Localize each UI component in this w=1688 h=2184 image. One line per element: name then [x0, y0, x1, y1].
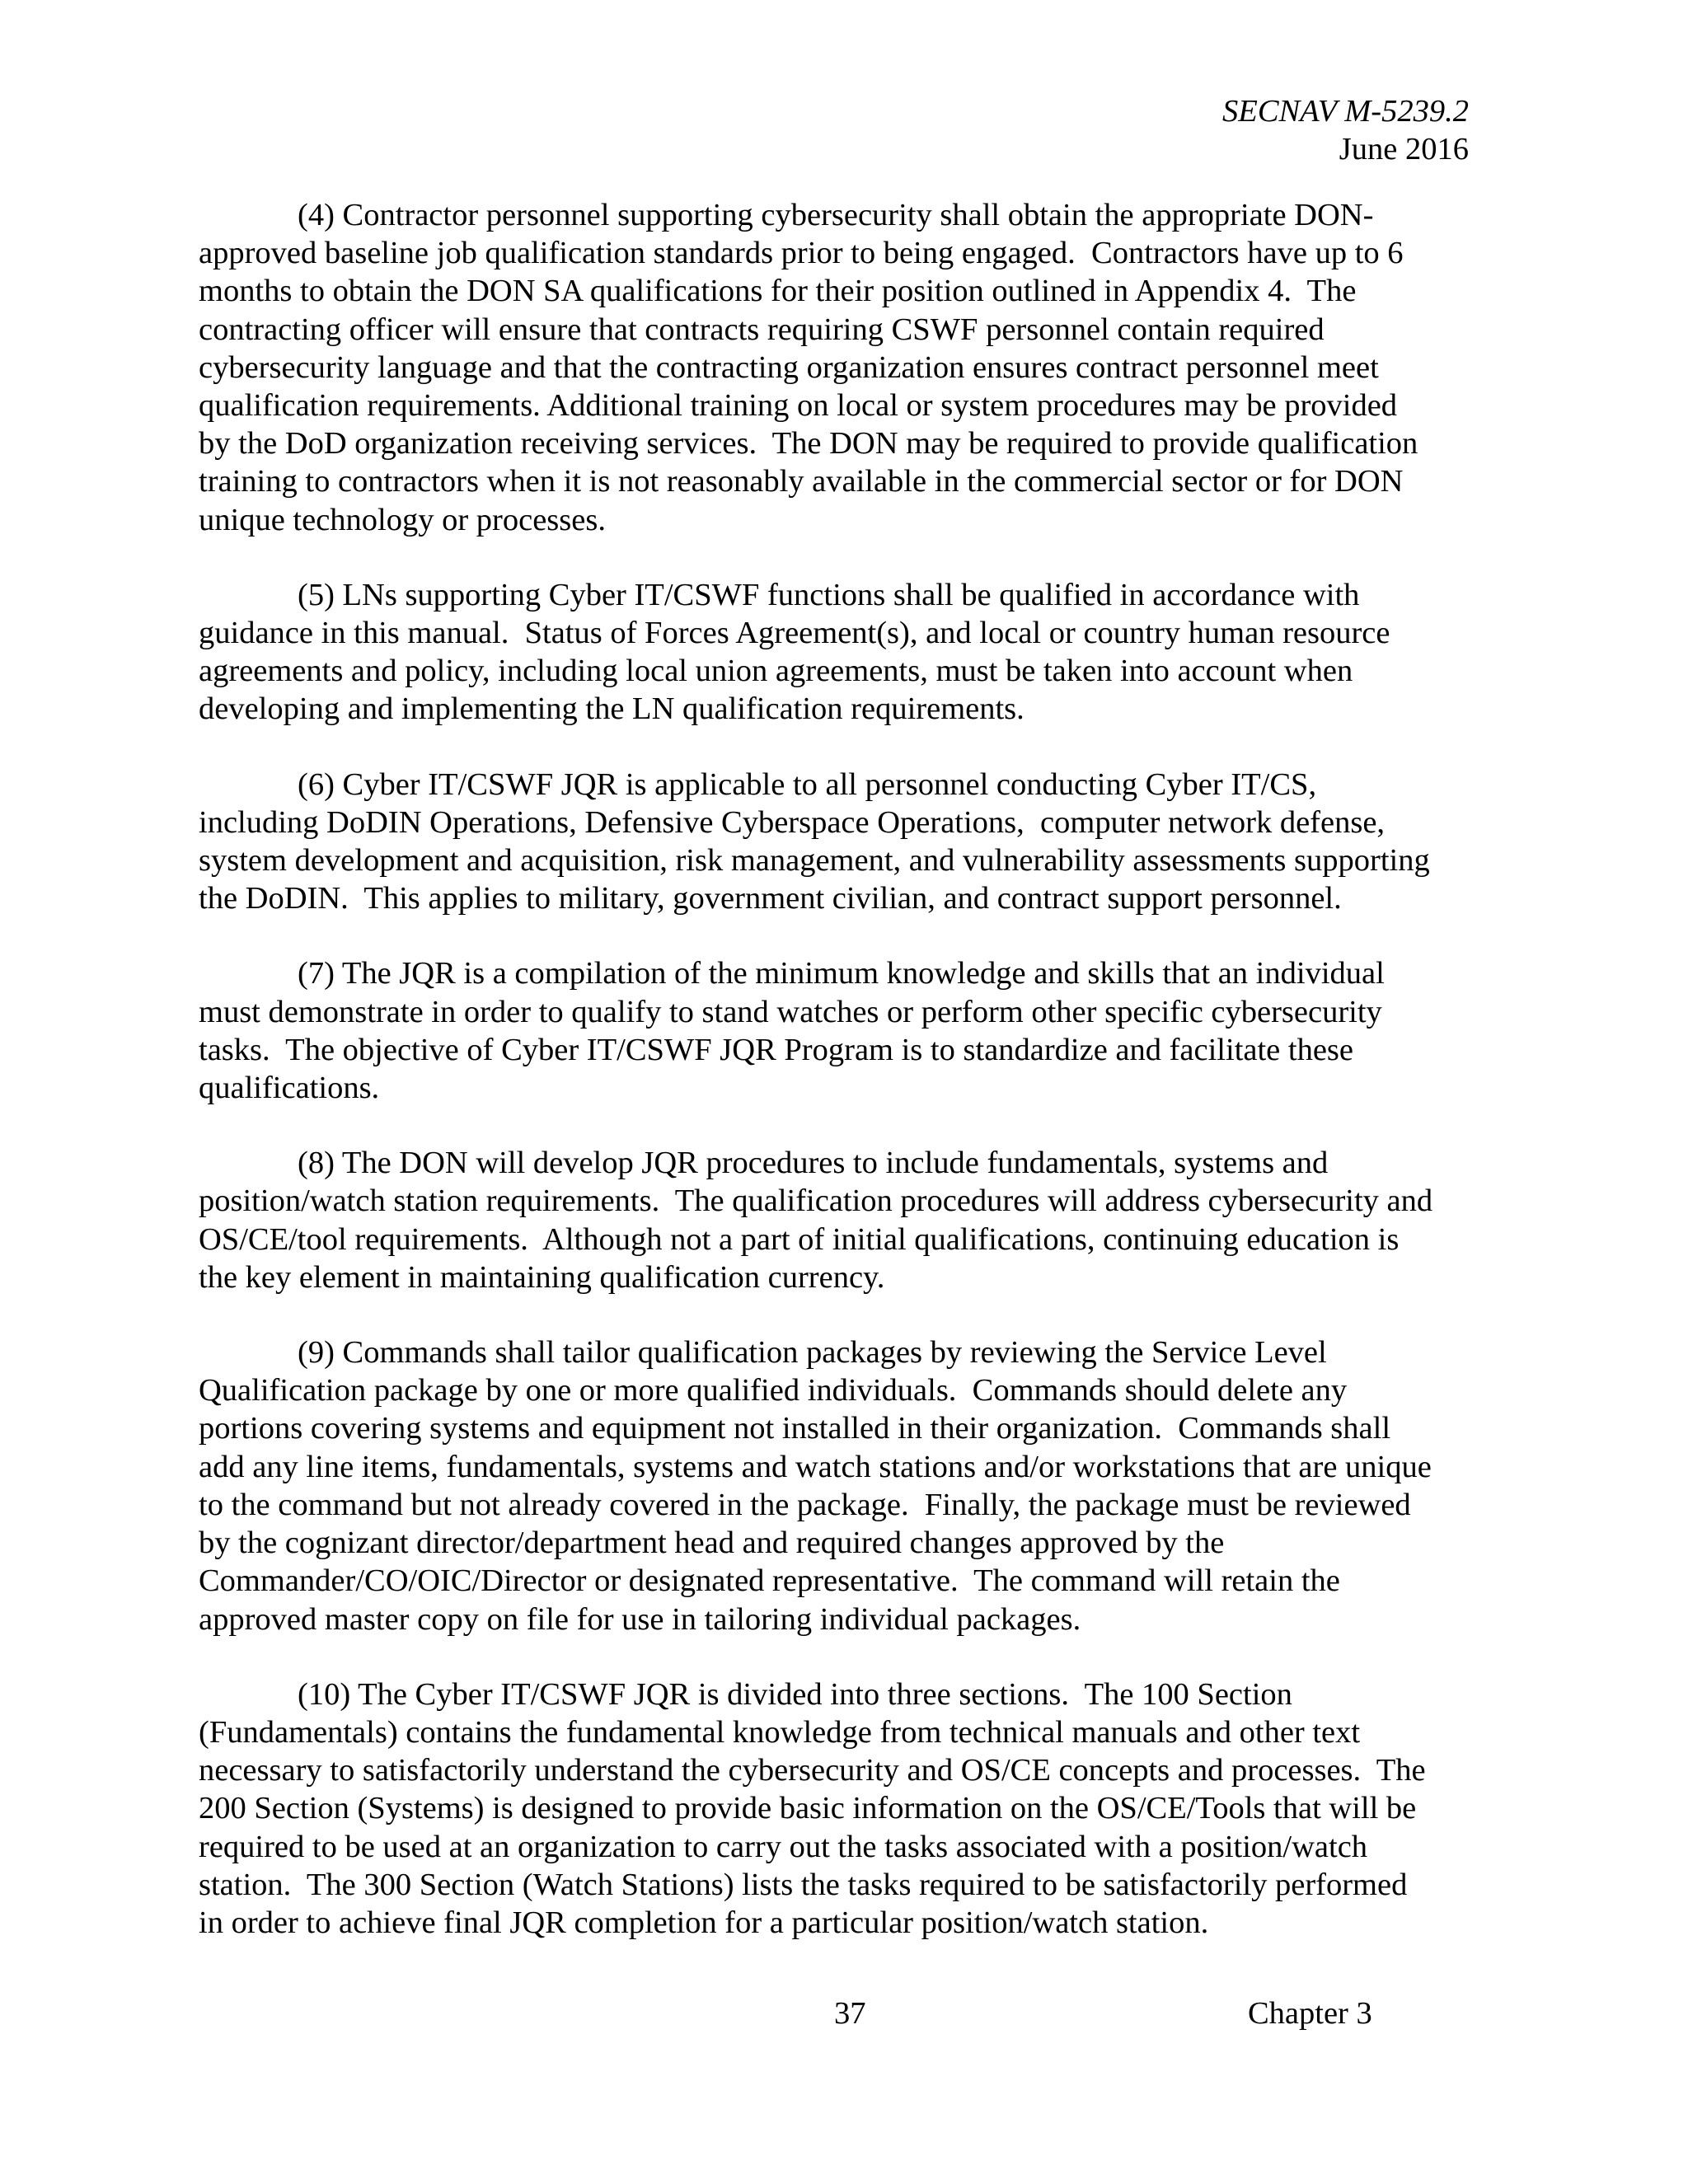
paragraph-4 — [199, 196, 1484, 539]
text-line: by the cognizant director/department head and required changes approved by the — [199, 1526, 1225, 1561]
page-number: 37 — [834, 1996, 866, 2031]
text-line: station. The 300 Section (Watch Stations) lists the tasks required to be satisfactorily performed — [199, 1867, 1408, 1902]
text-line: 200 Section (Systems) is designed to provide basic information on the OS/CE/Tools that will be — [199, 1791, 1417, 1826]
text-line: including DoDIN Operations, Defensive Cyberspace Operations, computer network defense, — [199, 804, 1386, 840]
text-line: system development and acquisition, risk management, and vulnerability assessments supporting — [199, 843, 1430, 879]
text-line: the DoDIN. This applies to military, government civilian, and contract support personnel. — [199, 881, 1342, 916]
text-line: qualification requirements. Additional training on local or system procedures may be provided — [199, 388, 1398, 424]
text-line: unique technology or processes. — [199, 502, 606, 537]
text-line: must demonstrate in order to qualify to stand watches or perform other specific cybersecurity — [199, 994, 1382, 1029]
text-line: training to contractors when it is not reasonably available in the commercial sector or for DON — [199, 464, 1404, 499]
chapter-label: Chapter 3 — [1248, 1996, 1372, 2031]
text-line: (5) LNs supporting Cyber IT/CSWF functions shall be qualified in accordance with — [298, 577, 1360, 612]
text-line: position/watch station requirements. The qualification procedures will address cybersecurity and — [199, 1183, 1433, 1219]
text-line: Commander/CO/OIC/Director or designated representative. The command will retain the — [199, 1563, 1340, 1599]
text-line: cybersecurity language and that the contracting organization ensures contract personnel meet — [199, 349, 1379, 385]
text-line: to the command but not already covered in the package. Finally, the package must be reviewed — [199, 1487, 1411, 1522]
text-line: the key element in maintaining qualification currency. — [199, 1259, 885, 1295]
document-date: June 2016 — [1339, 132, 1469, 166]
text-line: (6) Cyber IT/CSWF JQR is applicable to all personnel conducting Cyber IT/CS, — [298, 766, 1317, 802]
text-line: tasks. The objective of Cyber IT/CSWF JQR Program is to standardize and facilitate these — [199, 1032, 1354, 1067]
text-line: contracting officer will ensure that contracts requiring CSWF personnel contain required — [199, 312, 1325, 347]
text-line: OS/CE/tool requirements. Although not a part of initial qualifications, continuing education is — [199, 1221, 1400, 1257]
text-line: agreements and policy, including local union agreements, must be taken into account when — [199, 654, 1353, 689]
text-line: portions covering systems and equipment not installed in their organization. Commands shall — [199, 1411, 1391, 1446]
text-line: Qualification package by one or more qualified individuals. Commands should delete any — [199, 1373, 1348, 1408]
paragraph-6 — [199, 766, 1484, 918]
document-id: SECNAV M-5239.2 — [1222, 94, 1469, 129]
text-line: (9) Commands shall tailor qualification packages by reviewing the Service Level — [298, 1335, 1327, 1371]
paragraph-10 — [199, 1675, 1484, 1942]
text-line: approved master copy on file for use in tailoring individual packages. — [199, 1601, 1081, 1637]
text-line: approved baseline job qualification standards prior to being engaged. Contractors have up to 6 — [199, 236, 1404, 271]
text-line: required to be used at an organization to carry out the tasks associated with a position/watch — [199, 1829, 1368, 1864]
text-line: add any line items, fundamentals, systems and watch stations and/or workstations that are unique — [199, 1449, 1432, 1484]
paragraph-5 — [199, 576, 1484, 729]
page-header — [1222, 92, 1469, 168]
text-line: in order to achieve final JQR completion for a particular position/watch station. — [199, 1905, 1209, 1940]
text-line: (4) Contractor personnel supporting cybersecurity shall obtain the appropriate DON- — [298, 198, 1374, 232]
text-line: developing and implementing the LN qualification requirements. — [199, 691, 1025, 727]
text-line: (7) The JQR is a compilation of the minimum knowledge and skills that an individual — [298, 956, 1385, 991]
paragraph-9 — [199, 1333, 1484, 1638]
text-line: months to obtain the DON SA qualifications for their position outlined in Appendix 4. The — [199, 274, 1357, 309]
text-line: (Fundamentals) contains the fundamental knowledge from technical manuals and other text — [199, 1714, 1361, 1750]
text-line: (8) The DON will develop JQR procedures to include fundamentals, systems and — [298, 1146, 1329, 1181]
text-line: necessary to satisfactorily understand the cybersecurity and OS/CE concepts and processes. The — [199, 1753, 1426, 1788]
text-line: qualifications. — [199, 1071, 380, 1106]
text-line: (10) The Cyber IT/CSWF JQR is divided into three sections. The 100 Section — [298, 1676, 1292, 1712]
text-line: guidance in this manual. Status of Forces Agreement(s), and local or country human resource — [199, 616, 1390, 651]
body-text — [199, 196, 1484, 1979]
paragraph-7 — [199, 954, 1484, 1107]
text-line: by the DoD organization receiving services. The DON may be required to provide qualification — [199, 426, 1418, 462]
paragraph-8 — [199, 1144, 1484, 1296]
